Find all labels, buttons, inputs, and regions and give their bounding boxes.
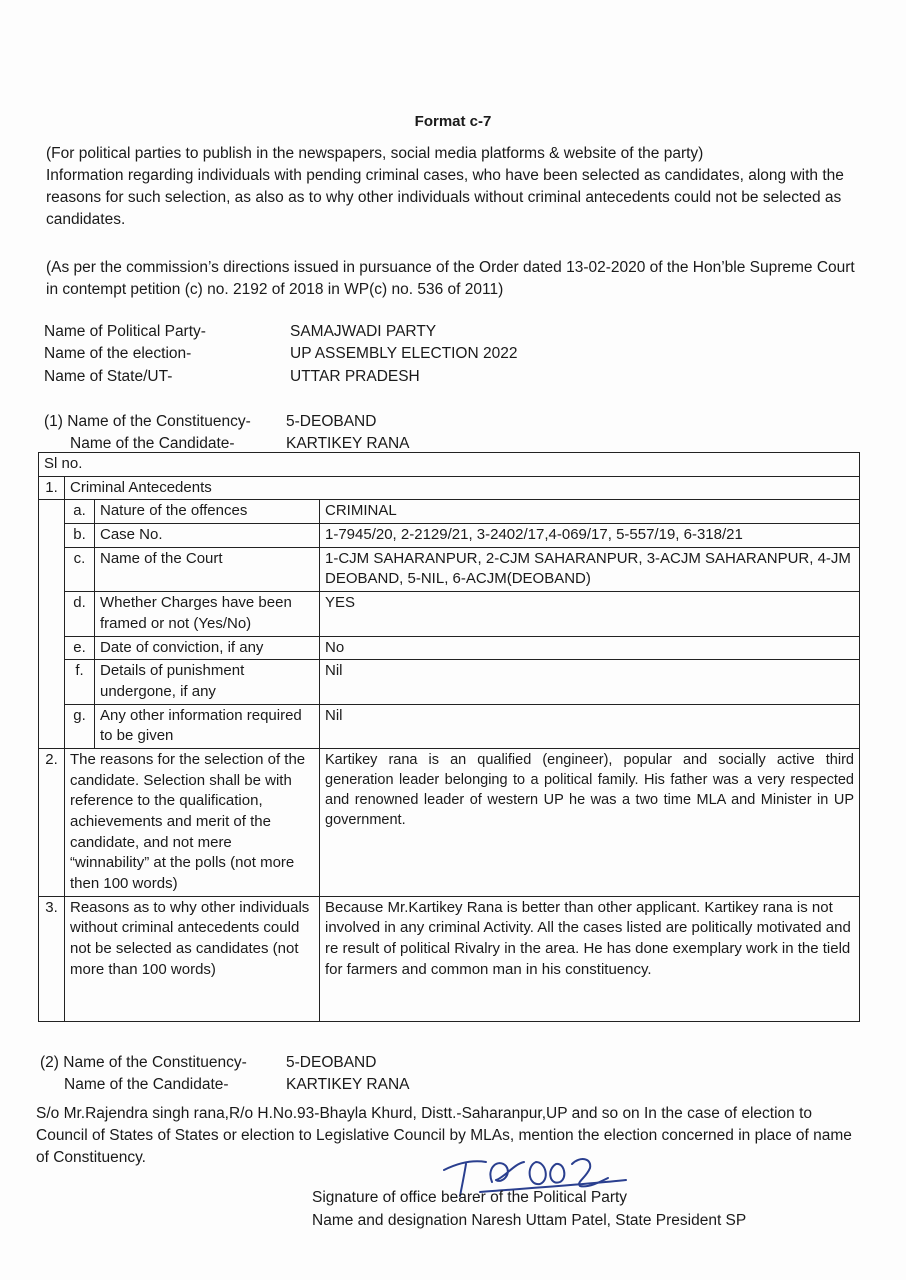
table-row [39, 592, 860, 636]
row-sub-g: g. [65, 704, 95, 748]
candidate-label-2: Name of the Candidate- [64, 1076, 229, 1094]
section-3-label: Reasons as to why other individuals without criminal antecedents could not be selected as candidates (not more than 100 words) [65, 896, 320, 1021]
section-2-label: The reasons for the selection of the candidate. Selection shall be with reference to the qualification, achievements and merit of the candidate, and not mere “winnability” at the polls (not more then 100 words) [65, 748, 320, 896]
candidate-1-details [44, 411, 604, 456]
constituency-value-2: 5-DEOBAND [286, 1054, 377, 1071]
directions-paragraph: (As per the commission’s directions issued in pursuance of the Order dated 13-02-2020 of the Hon’ble Supreme Court in contempt petition (c) no. 2192 of 2018 in WP(c) no. 536 of 2011) [46, 259, 855, 298]
election-row [44, 343, 604, 365]
intro-line-1: (For political parties to publish in the newspapers, social media platforms & website of the party) [46, 145, 704, 162]
table-row [39, 636, 860, 660]
address-paragraph: S/o Mr.Rajendra singh rana,R/o H.No.93-Bhayla Khurd, Distt.-Saharanpur,UP and so on In the case of election to Council of States of States or election to Legislative Council by MLAs, mention the election concerned in place of name of Constituency. [36, 1105, 852, 1166]
table-header-row [39, 453, 860, 477]
section-1-row [39, 476, 860, 500]
row-value-a: CRIMINAL [320, 500, 860, 524]
state-row [44, 366, 604, 388]
row-value-g: Nil [320, 704, 860, 748]
section-2-row [39, 748, 860, 896]
row-sub-d: d. [65, 592, 95, 636]
row-label-f: Details of punishment undergone, if any [95, 660, 320, 704]
candidate-label: Name of the Candidate- [70, 435, 235, 453]
party-details [44, 321, 604, 388]
election-label: Name of the election- [44, 345, 192, 363]
party-row [44, 321, 604, 343]
constituency-row-2 [40, 1052, 409, 1074]
section-3-number: 3. [39, 896, 65, 1021]
section-1-number: 1. [39, 476, 65, 500]
candidate-2-details [40, 1052, 409, 1097]
signature-block [312, 1186, 746, 1233]
intro-line-2: Information regarding individuals with pending criminal cases, who have been selected as candidates, along with the reasons for such selection, as also as to why other individuals without criminal antecedents could not be selected as candidates. [46, 167, 844, 228]
candidate-value: KARTIKEY RANA [286, 435, 410, 453]
constituency-label-2: (2) Name of the Constituency- [40, 1054, 247, 1071]
row-sub-c: c. [65, 547, 95, 591]
section-1-indent [39, 500, 65, 749]
document-title: Format c-7 [414, 113, 492, 130]
party-value: SAMAJWADI PARTY [290, 323, 437, 340]
row-label-e: Date of conviction, if any [95, 636, 320, 660]
constituency-row [44, 411, 604, 433]
table-row [39, 704, 860, 748]
candidate-row-2 [40, 1074, 409, 1096]
name-designation-line: Name and designation Naresh Uttam Patel, State President SP [312, 1212, 747, 1230]
table-row [39, 547, 860, 591]
row-sub-b: b. [65, 524, 95, 548]
row-sub-f: f. [65, 660, 95, 704]
row-label-d: Whether Charges have been framed or not (Yes/No) [95, 592, 320, 636]
table-row [39, 660, 860, 704]
election-value: UP ASSEMBLY ELECTION 2022 [290, 345, 518, 363]
intro-paragraph [46, 143, 866, 231]
sl-no-header: Sl no. [39, 453, 860, 477]
row-sub-e: e. [65, 636, 95, 660]
constituency-label: (1) Name of the Constituency- [44, 413, 251, 430]
row-value-c: 1-CJM SAHARANPUR, 2-CJM SAHARANPUR, 3-ACJM SAHARANPUR, 4-JM DEOBAND, 5-NIL, 6-ACJM(DEOBAND) [320, 547, 860, 591]
party-label: Name of Political Party- [44, 323, 206, 340]
row-label-g: Any other information required to be given [95, 704, 320, 748]
row-value-e: No [320, 636, 860, 660]
row-sub-a: a. [65, 500, 95, 524]
constituency-value: 5-DEOBAND [286, 413, 377, 430]
row-value-f: Nil [320, 660, 860, 704]
criminal-antecedents-table [38, 452, 860, 1022]
section-1-title: Criminal Antecedents [65, 476, 860, 500]
state-label: Name of State/UT- [44, 367, 173, 385]
section-3-value: Because Mr.Kartikey Rana is better than other applicant. Kartikey rana is not involved in any criminal Activity. All the cases listed are politically motivated and re result of political Rivalry in the area. He has done exemplary work in the tield for farmers and common man in his constituency. [320, 896, 860, 1021]
state-value: UTTAR PRADESH [290, 367, 420, 385]
section-2-number: 2. [39, 748, 65, 896]
row-label-c: Name of the Court [95, 547, 320, 591]
section-2-value: Kartikey rana is an qualified (engineer), popular and socially active third generation leader belonging to a political family. His father was a very respected and renowned leader of western UP he was a two time MLA and Minister in UP government. [320, 748, 860, 896]
table-row [39, 500, 860, 524]
row-value-b: 1-7945/20, 2-2129/21, 3-2402/17,4-069/17, 5-557/19, 6-318/21 [320, 524, 860, 548]
row-label-a: Nature of the offences [95, 500, 320, 524]
signature-line: Signature of office bearer of the Political Party [312, 1189, 628, 1206]
section-3-row [39, 896, 860, 1021]
row-value-d: YES [320, 592, 860, 636]
candidate-value-2: KARTIKEY RANA [286, 1076, 410, 1094]
row-label-b: Case No. [95, 524, 320, 548]
table-row [39, 524, 860, 548]
